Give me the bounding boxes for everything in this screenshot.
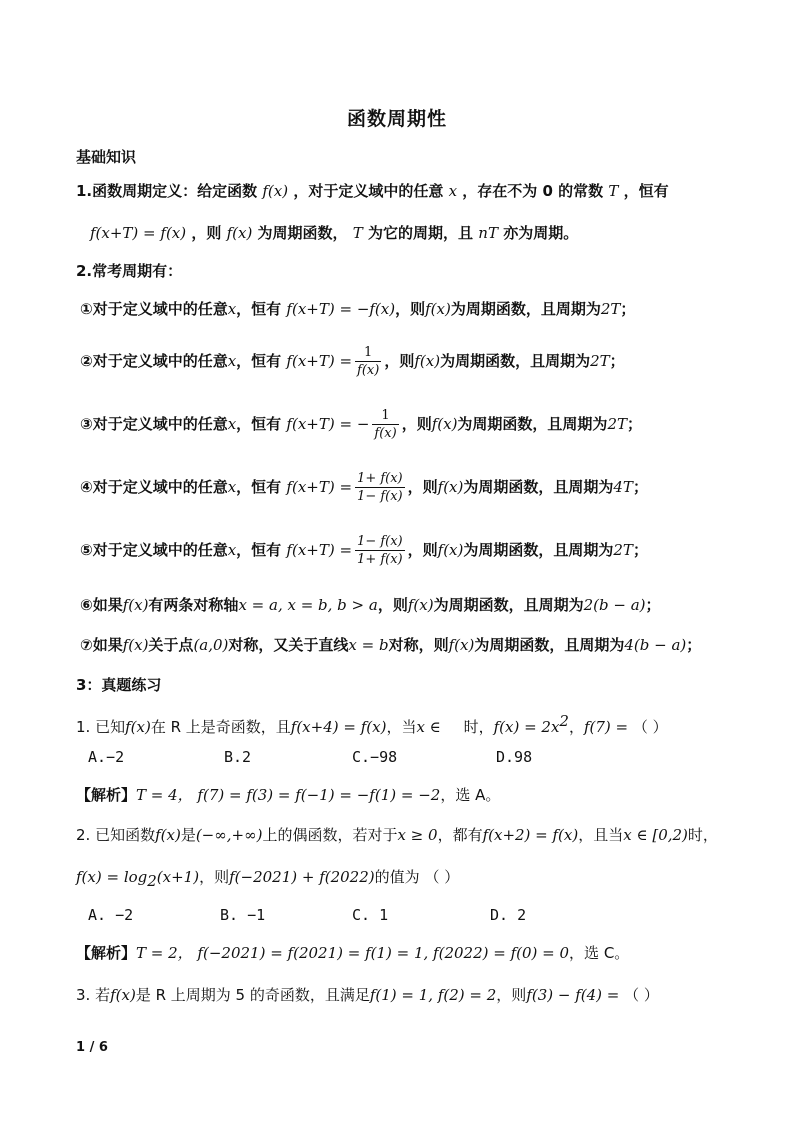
math: x = b xyxy=(348,636,389,654)
period-item-3 xyxy=(80,404,642,444)
period-item-4 xyxy=(80,467,648,507)
text: ，当 xyxy=(386,718,417,736)
math: x xyxy=(227,300,237,318)
text: 为周期函数，且周期为 xyxy=(440,352,591,370)
text: ①对于定义域中的任意 xyxy=(80,300,228,318)
math: x xyxy=(227,541,237,559)
math: (−∞,+∞) xyxy=(195,826,263,844)
denominator: 1− f(x) xyxy=(357,489,403,504)
text: 为周期函数，且周期为 xyxy=(450,300,601,318)
text: ⑥如果 xyxy=(80,596,123,614)
definition-line-2 xyxy=(90,222,578,244)
text: ； xyxy=(632,478,648,496)
text: ，对于定义域中的任意 xyxy=(293,182,444,200)
text: 的值为 xyxy=(374,868,420,886)
math: x ∈ [0,2) xyxy=(623,826,688,844)
text: ，则 xyxy=(377,596,408,614)
text: 对称，则 xyxy=(388,636,449,654)
text: ②对于定义域中的任意 xyxy=(80,352,228,370)
text: ，则 xyxy=(407,541,438,559)
math: f(x) xyxy=(448,636,475,654)
text: ，则 xyxy=(496,986,527,1004)
text: 为周期函数，且周期为 xyxy=(463,478,614,496)
text: ，都有 xyxy=(437,826,483,844)
text: ，选 A。 xyxy=(440,786,501,804)
question-2-solution xyxy=(76,942,629,964)
option-d: D. 2 xyxy=(490,906,527,924)
math: f(x) = log xyxy=(76,868,148,886)
math: f(x) xyxy=(262,182,289,200)
period-item-1 xyxy=(80,298,635,320)
text: ，恒有 xyxy=(623,182,669,200)
question-1-solution xyxy=(76,784,500,806)
math: 4(b − a) xyxy=(624,636,687,654)
math: f(x) xyxy=(226,224,253,242)
math: T = 4， f(7) = f(3) = f(−1) = −f(1) = −2 xyxy=(136,786,441,804)
math: (x+1) xyxy=(156,868,200,886)
denominator: f(x) xyxy=(357,363,380,378)
page-title: 函数周期性 xyxy=(346,108,447,130)
numerator: 1− f(x) xyxy=(357,534,403,549)
option-b: B. −1 xyxy=(220,906,266,924)
math: f(x) xyxy=(122,636,149,654)
math: f(x+2) = f(x) xyxy=(482,826,579,844)
text: 上的偶函数，若对于 xyxy=(262,826,398,844)
definition-line-1 xyxy=(76,180,669,202)
math: f(x) xyxy=(437,478,464,496)
text: 3. 若 xyxy=(76,986,111,1004)
text: 亦为周期。 xyxy=(503,224,579,242)
answer-paren: （ ） xyxy=(424,868,460,886)
answer-paren: （ ） xyxy=(632,718,668,736)
text: 对称，又关于直线 xyxy=(228,636,349,654)
question-3 xyxy=(76,984,659,1006)
text: 时， xyxy=(687,826,718,844)
text: ，则 xyxy=(401,415,432,433)
section-exam-heading: 3：真题练习 xyxy=(76,676,162,694)
text: 为周期函数，且周期为 xyxy=(474,636,625,654)
period-item-2 xyxy=(80,341,625,381)
solution-label: 【解析】 xyxy=(76,944,137,962)
math: 4T xyxy=(613,478,633,496)
fraction xyxy=(372,407,398,442)
option-a: A.−2 xyxy=(88,748,125,766)
text: ，选 C。 xyxy=(569,944,630,962)
math: x xyxy=(448,182,458,200)
text: ⑦如果 xyxy=(80,636,123,654)
section-basic-heading: 基础知识 xyxy=(76,148,137,166)
math: (a,0) xyxy=(193,636,229,654)
math: x = a, x = b, b > a xyxy=(238,596,378,614)
text: ，则 xyxy=(395,300,426,318)
option-d: D.98 xyxy=(496,748,533,766)
fraction xyxy=(355,344,381,379)
text: ④对于定义域中的任意 xyxy=(80,478,228,496)
text: ，则 xyxy=(199,868,230,886)
math: f(x) xyxy=(431,415,458,433)
answer-paren: （ ） xyxy=(624,986,659,1004)
math: f(x) xyxy=(122,596,149,614)
text: 时， xyxy=(463,718,494,736)
numerator: 1 xyxy=(355,344,381,362)
math: f(x+T) = xyxy=(286,478,353,496)
text: 有两条对称轴 xyxy=(148,596,239,614)
math: T xyxy=(352,224,363,242)
math: f(x) = 2x xyxy=(493,718,560,736)
text: ，则 xyxy=(191,224,222,242)
text: 在 R 上是奇函数，且 xyxy=(150,718,291,736)
math: f(3) − f(4) = xyxy=(526,986,620,1004)
text: 1.函数周期定义：给定函数 xyxy=(76,182,258,200)
solution-label: 【解析】 xyxy=(76,786,137,804)
text: ； xyxy=(620,300,636,318)
text: 2. 已知函数 xyxy=(76,826,156,844)
math: T = 2， f(−2021) = f(2021) = f(1) = 1, f(2022) = f(0) = 0 xyxy=(136,944,570,962)
math: x xyxy=(227,415,237,433)
text: ，恒有 xyxy=(236,415,282,433)
text: ，恒有 xyxy=(236,300,282,318)
math: f(x) xyxy=(407,596,434,614)
text: 为周期函数，且周期为 xyxy=(463,541,614,559)
math: f(x+T) = xyxy=(286,541,353,559)
math: f(x) xyxy=(425,300,451,318)
text: ； xyxy=(686,636,702,654)
text: 为周期函数，且周期为 xyxy=(433,596,584,614)
text: ； xyxy=(645,596,661,614)
page-number: 1 / 6 xyxy=(76,1040,108,1055)
numerator: 1+ f(x) xyxy=(357,471,403,486)
text: ，则 xyxy=(407,478,438,496)
log-base: 2 xyxy=(147,872,157,890)
numerator: 1 xyxy=(372,407,398,425)
math: f(−2021) + f(2022) xyxy=(229,868,375,886)
option-c: C. 1 xyxy=(352,906,389,924)
math: x ≥ 0 xyxy=(397,826,438,844)
math: x ∈ xyxy=(416,718,441,736)
math: f(x+T) = xyxy=(286,352,353,370)
text: ，则 xyxy=(384,352,415,370)
text: ，恒有 xyxy=(236,478,282,496)
math: 2T xyxy=(590,352,610,370)
fraction xyxy=(355,533,405,568)
text: ，存在不为 0 的常数 xyxy=(462,182,604,200)
math: 2(b − a) xyxy=(583,596,646,614)
math: nT xyxy=(478,224,498,242)
period-item-6 xyxy=(80,594,661,616)
math: f(x+4) = f(x) xyxy=(290,718,387,736)
math: x xyxy=(227,352,237,370)
text: ，恒有 xyxy=(236,352,282,370)
math: 2T xyxy=(600,300,621,318)
text: ③对于定义域中的任意 xyxy=(80,415,228,433)
exponent: 2 xyxy=(559,712,569,730)
text: ， xyxy=(568,718,584,736)
text: 关于点 xyxy=(148,636,194,654)
denominator: f(x) xyxy=(374,426,397,441)
text: ； xyxy=(627,415,643,433)
math: f(x) xyxy=(437,541,464,559)
text: 为它的周期，且 xyxy=(368,224,474,242)
math: f(x) xyxy=(155,826,181,844)
math: f(x+T) = −f(x) xyxy=(286,300,396,318)
question-2-line-1 xyxy=(76,824,718,846)
period-item-5 xyxy=(80,530,648,570)
denominator: 1+ f(x) xyxy=(357,552,403,567)
math: f(7) = xyxy=(583,718,629,736)
text: ，恒有 xyxy=(236,541,282,559)
option-a: A. −2 xyxy=(88,906,134,924)
option-b: B.2 xyxy=(224,748,252,766)
text: ； xyxy=(609,352,625,370)
text: ⑤对于定义域中的任意 xyxy=(80,541,228,559)
question-1 xyxy=(76,710,668,738)
math: T xyxy=(608,182,619,200)
common-periods-heading: 2.常考周期有： xyxy=(76,262,183,280)
period-item-7 xyxy=(80,634,701,656)
text: 是 R 上周期为 5 的奇函数，且满足 xyxy=(135,986,370,1004)
math: 2T xyxy=(607,415,627,433)
option-c: C.−98 xyxy=(352,748,398,766)
text: ，且当 xyxy=(578,826,624,844)
math: f(x+T) = − xyxy=(286,415,370,433)
math: 2T xyxy=(613,541,633,559)
text: ； xyxy=(632,541,648,559)
math: f(1) = 1, f(2) = 2 xyxy=(369,986,497,1004)
math: f(x+T) = f(x) xyxy=(90,224,187,242)
math: f(x) xyxy=(110,986,136,1004)
text: 为周期函数， xyxy=(257,224,348,242)
question-2-line-2 xyxy=(76,866,459,892)
text: 1. 已知 xyxy=(76,718,126,736)
math: f(x) xyxy=(125,718,151,736)
math: x xyxy=(227,478,237,496)
text: 为周期函数，且周期为 xyxy=(457,415,608,433)
fraction xyxy=(355,470,405,505)
math: f(x) xyxy=(414,352,441,370)
text: 是 xyxy=(180,826,196,844)
